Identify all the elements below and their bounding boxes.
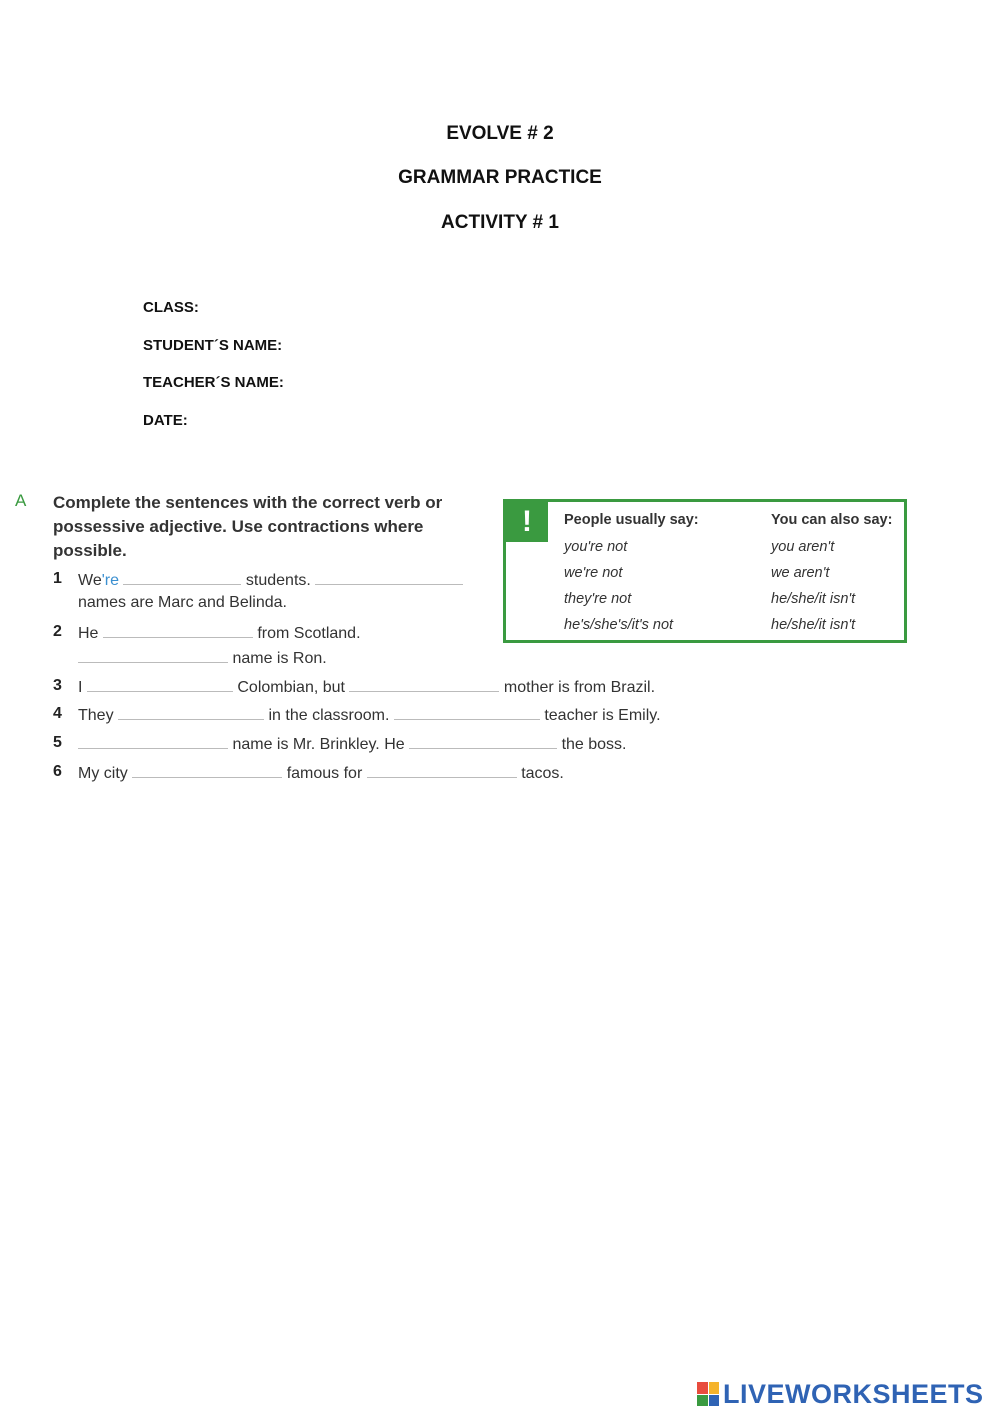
item-text: teacher is Emily.: [544, 707, 661, 724]
logo-text: LIVEWORKSHEETS: [723, 1378, 984, 1409]
exercise-item-5: [53, 734, 753, 758]
exercise-instruction: Complete the sentences with the correct verb or possessive adjective. Use contractions where possible.: [53, 493, 443, 560]
activity-number: ACTIVITY # 1: [441, 212, 559, 233]
item-text: tacos.: [521, 765, 564, 782]
phrase: we're not: [564, 565, 623, 581]
item-text: the boss.: [561, 736, 627, 753]
item-text: name is Ron.: [232, 650, 327, 667]
liveworksheets-logo[interactable]: [697, 1378, 984, 1410]
exclamation-icon: !: [506, 502, 548, 542]
column-usually-say: [564, 512, 699, 638]
phrase: he/she/it isn't: [771, 591, 856, 607]
answer-blank[interactable]: [87, 677, 233, 692]
answer-blank[interactable]: [367, 763, 517, 778]
phrase: he's/she's/it's not: [564, 617, 674, 633]
item-number: 1: [53, 570, 62, 587]
exercise-letter: A: [15, 491, 27, 510]
answer-blank[interactable]: [349, 677, 499, 692]
answer-blank[interactable]: [315, 570, 463, 585]
item-text: We: [78, 572, 102, 589]
answer-blank[interactable]: [78, 734, 228, 749]
item-text: I: [78, 679, 83, 696]
item-number: 4: [53, 705, 62, 722]
phrase: he/she/it isn't: [771, 617, 856, 633]
phrase: you aren't: [771, 539, 835, 555]
phrase: they're not: [564, 591, 632, 607]
item-number: 6: [53, 763, 62, 780]
teacher-name-label: TEACHER´S NAME:: [143, 374, 284, 391]
contraction-note-box: [503, 499, 907, 643]
item-text: name is Mr. Brinkley. He: [232, 736, 405, 753]
exercise-item-3: [53, 677, 753, 701]
item-text: He: [78, 625, 99, 642]
item-text: mother is from Brazil.: [503, 679, 656, 696]
answer-blank[interactable]: [409, 734, 557, 749]
worksheet-subtitle: GRAMMAR PRACTICE: [398, 167, 602, 188]
exercise-item-1: [53, 570, 503, 618]
exercise-item-6: [53, 763, 753, 787]
answer-blank[interactable]: [118, 705, 264, 720]
student-name-label: STUDENT´S NAME:: [143, 337, 283, 354]
column-header: You can also say:: [771, 512, 893, 528]
item-number: 5: [53, 734, 62, 751]
worksheet-title: EVOLVE # 2: [446, 123, 554, 144]
exercise-item-4: [53, 705, 753, 729]
item-number: 2: [53, 623, 62, 640]
item-text: famous for: [286, 765, 363, 782]
answer-blank[interactable]: [103, 623, 253, 638]
example-answer: 're: [101, 572, 119, 589]
answer-blank[interactable]: [132, 763, 282, 778]
class-label: CLASS:: [143, 299, 199, 316]
item-text: from Scotland.: [257, 625, 361, 642]
column-header: People usually say:: [564, 512, 699, 528]
answer-blank[interactable]: [123, 570, 241, 585]
item-text: They: [78, 707, 114, 724]
answer-blank[interactable]: [78, 648, 228, 663]
item-text: students.: [245, 572, 311, 589]
item-number: 3: [53, 677, 62, 694]
item-text: names are Marc and Belinda.: [78, 594, 287, 611]
phrase: we aren't: [771, 565, 830, 581]
answer-blank[interactable]: [394, 705, 540, 720]
exercise-item-2: [53, 623, 503, 671]
item-text: in the classroom.: [268, 707, 390, 724]
phrase: you're not: [564, 539, 628, 555]
item-text: My city: [78, 765, 128, 782]
item-text: Colombian, but: [237, 679, 345, 696]
date-label: DATE:: [143, 412, 188, 429]
column-also-say: [771, 512, 892, 638]
logo-mark-icon: [697, 1382, 719, 1406]
